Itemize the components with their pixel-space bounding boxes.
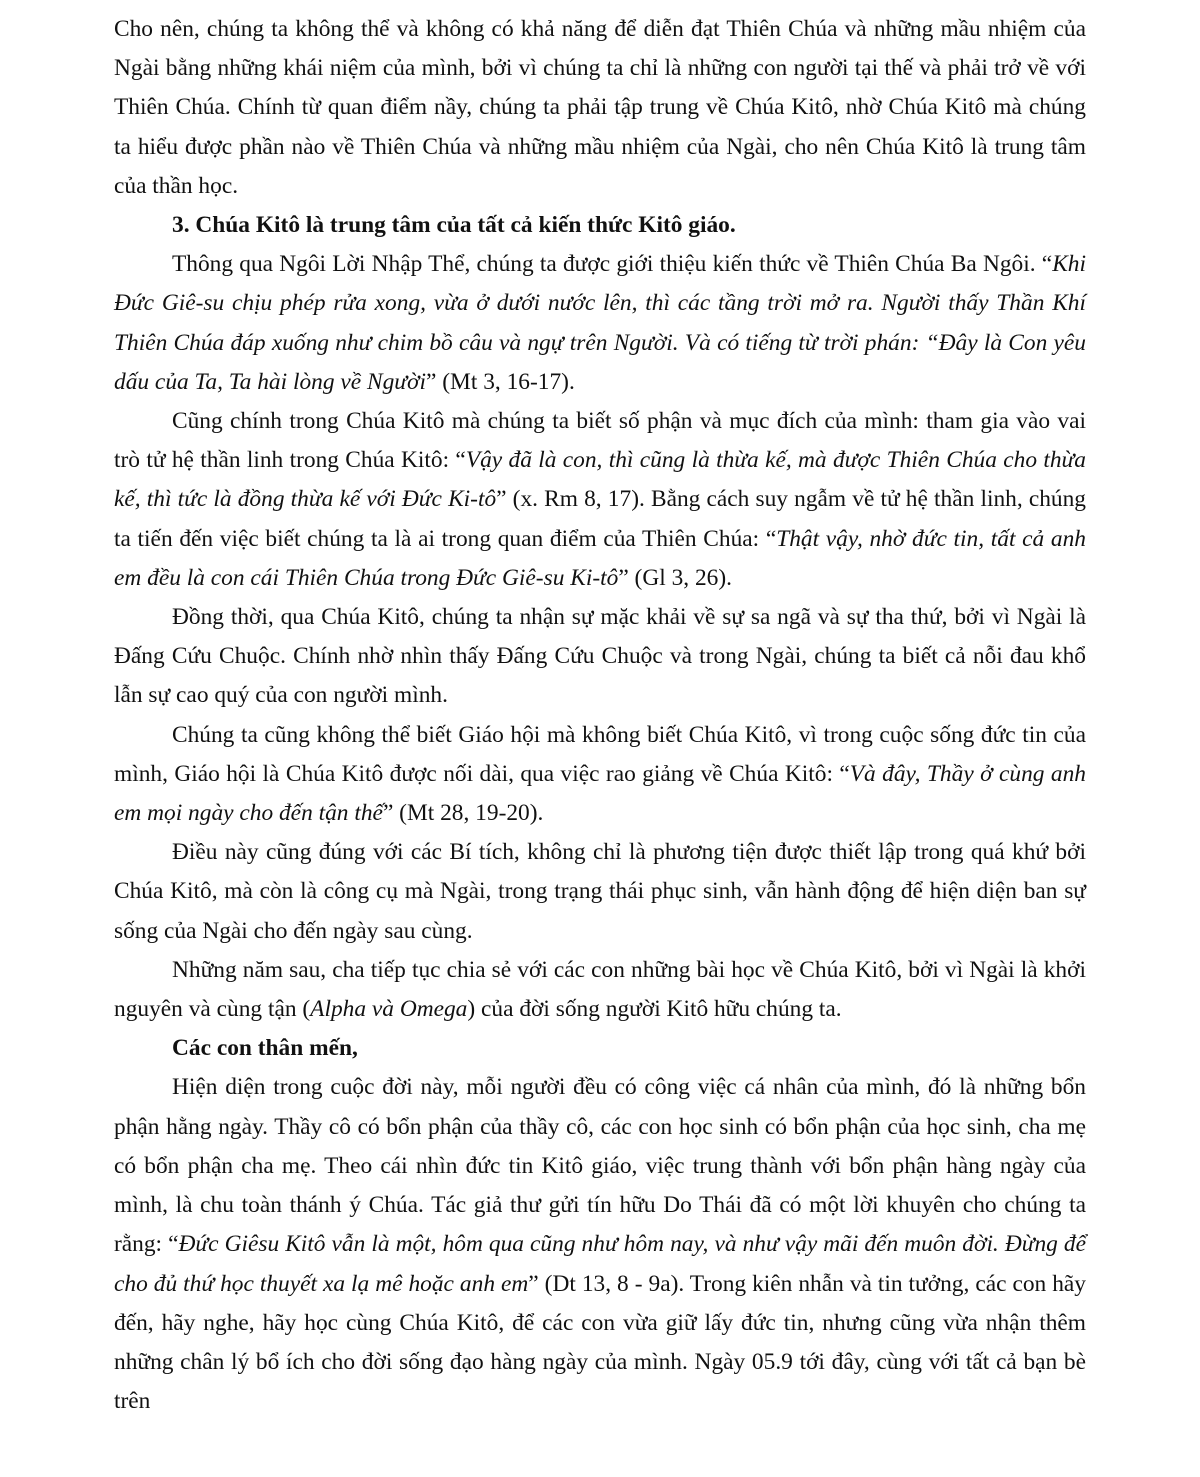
- scripture-quote: Khi Đức Giê-su chịu phép rửa xong, vừa ở dưới nước lên, thì các tầng trời mở ra. Người thấy Thần Khí Thiên Chúa đáp xuống như chim bồ câu và ngự trên Người. Và có tiếng từ trời phán: “Đây là Con yêu dấu của Ta, Ta hài lòng về Người: [114, 251, 1086, 395]
- paragraph-alpha-omega: [114, 951, 1086, 1029]
- paragraph-destiny: [114, 402, 1086, 598]
- italic-term: Alpha và Omega: [310, 996, 468, 1023]
- text-run: ” (x. Rm 8, 17). Bằng cách suy ngẫm về tử hệ thần linh, chúng ta tiến đến việc biết chúng ta là ai trong quan điểm của Thiên Chúa: “: [114, 486, 1087, 552]
- salutation-heading: Các con thân mến,: [172, 1035, 358, 1062]
- paragraph-redeemer: Đồng thời, qua Chúa Kitô, chúng ta nhận sự mặc khải về sự sa ngã và sự tha thứ, bởi vì Ngài là Đấng Cứu Chuộc. Chính nhờ nhìn thấy Đấng Cứu Chuộc và trong Ngài, chúng ta biết cả nỗi đau khổ lẫn sự cao quý của con người mình.: [114, 604, 1086, 709]
- text-run: Thông qua Ngôi Lời Nhập Thể, chúng ta được giới thiệu kiến thức về Thiên Chúa Ba Ngôi. “: [172, 251, 1053, 278]
- text-run: ” (Gl 3, 26).: [618, 564, 733, 591]
- paragraph-intro: Cho nên, chúng ta không thể và không có khả năng để diễn đạt Thiên Chúa và những mầu nhiệm của Ngài bằng những khái niệm của mình, bởi vì chúng ta chỉ là những con người tại thế và phải trở về với Thiên Chúa. Chính từ quan điểm nầy, chúng ta phải tập trung về Chúa Kitô, nhờ Chúa Kitô mà chúng ta hiểu được phần nào về Thiên Chúa và những mầu nhiệm của Ngài, cho nên Chúa Kitô là trung tâm của thần học.: [114, 16, 1086, 199]
- scripture-quote: Vậy đã là con, thì cũng là thừa kế, mà được Thiên Chúa cho thừa kế, thì tức là đồng thừa kế với Đức Ki-tô: [114, 447, 1087, 513]
- paragraph-sacraments: Điều này cũng đúng với các Bí tích, không chỉ là phương tiện được thiết lập trong quá khứ bởi Chúa Kitô, mà còn là công cụ mà Ngài, trong trạng thái phục sinh, vẫn hành động để hiện diện ban sự sống của Ngài cho đến ngày sau cùng.: [114, 839, 1086, 944]
- scripture-quote: Đức Giêsu Kitô vẫn là một, hôm qua cũng như hôm nay, và như vậy mãi đến muôn đời. Đừng để cho đủ thứ học thuyết xa lạ mê hoặc anh em: [114, 1231, 1086, 1297]
- scripture-quote: Và đây, Thầy ở cùng anh em mọi ngày cho đến tận thế: [114, 760, 1086, 827]
- text-run: ” (Mt 3, 16-17).: [426, 368, 575, 395]
- paragraph-duties: [114, 1068, 1086, 1421]
- text-run: Những năm sau, cha tiếp tục chia sẻ với các con những bài học về Chúa Kitô, bởi vì Ngài là khởi nguyên và cùng tận (: [114, 956, 1086, 1023]
- paragraph-church: [114, 716, 1086, 834]
- text-run: Cũng chính trong Chúa Kitô mà chúng ta biết số phận và mục đích của mình: tham gia vào vai trò tử hệ thần linh trong Chúa Kitô: “: [114, 408, 1086, 474]
- text-run: Hiện diện trong cuộc đời này, mỗi người đều có công việc cá nhân của mình, đó là những bổn phận hằng ngày. Thầy cô có bổn phận của thầy cô, các con học sinh có bổn phận của học sinh, cha mẹ có bổn phận cha mẹ. Theo cái nhìn đức tin Kitô giáo, việc trung thành với bổn phận hàng ngày của mình, là chu toàn thánh ý Chúa. Tác giả thư gửi tín hữu Do Thái đã có một lời khuyên cho chúng ta rằng: “: [114, 1074, 1086, 1258]
- text-run: ” (Dt 13, 8 - 9a). Trong kiên nhẫn và tin tưởng, các con hãy đến, hãy nghe, hãy học cùng Chúa Kitô, để các con vừa giữ lấy đức tin, nhưng cũng vừa nhận thêm những chân lý bổ ích cho đời sống đạo hàng ngày của mình. Ngày 05.9 tới đây, cùng với tất cả bạn bè trên: [114, 1270, 1086, 1415]
- section-heading: 3. Chúa Kitô là trung tâm của tất cả kiến thức Kitô giáo.: [172, 212, 736, 239]
- text-run: Chúng ta cũng không thể biết Giáo hội mà không biết Chúa Kitô, vì trong cuộc sống đức tin của mình, Giáo hội là Chúa Kitô được nối dài, qua việc rao giảng về Chúa Kitô: “: [114, 721, 1086, 787]
- text-run: ) của đời sống người Kitô hữu chúng ta.: [467, 996, 842, 1023]
- text-run: ” (Mt 28, 19-20).: [382, 800, 544, 827]
- paragraph-trinity: [114, 245, 1086, 402]
- scripture-quote: Thật vậy, nhờ đức tin, tất cả anh em đều là con cái Thiên Chúa trong Đức Giê-su Ki-tô: [114, 525, 1086, 591]
